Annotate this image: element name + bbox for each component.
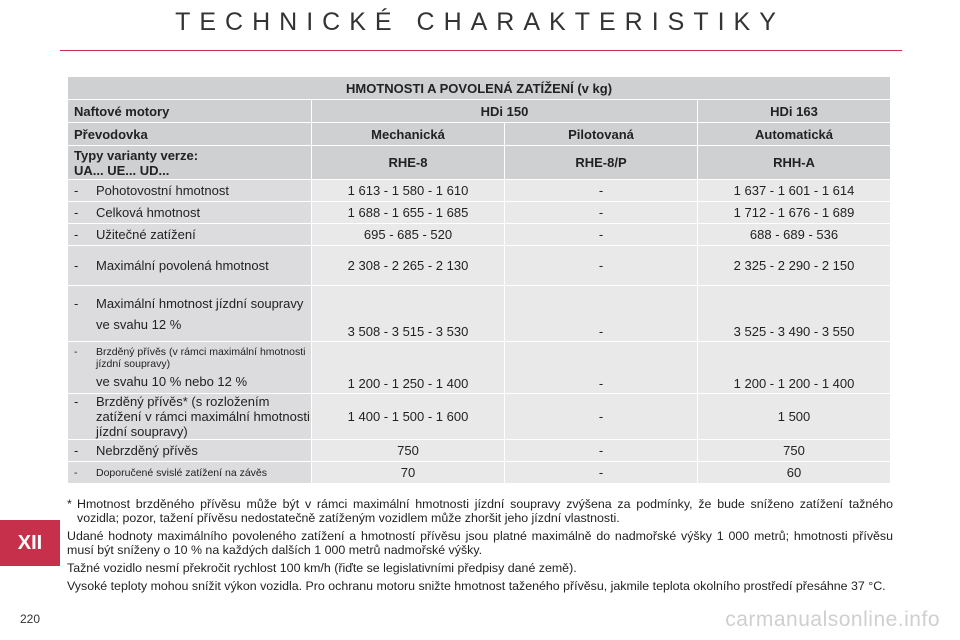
row-value-3: 1 500 — [698, 394, 891, 440]
row-sublabel: ve svahu 10 % nebo 12 % — [96, 374, 248, 389]
row-value-1: 1 400 - 1 500 - 1 600 — [312, 394, 505, 440]
row-dash: - — [74, 443, 79, 458]
table-row — [68, 342, 891, 394]
table-row — [68, 224, 891, 246]
table-caption: HMOTNOSTI A POVOLENÁ ZATÍŽENÍ (v kg) — [68, 77, 891, 100]
row-value-2: - — [505, 462, 698, 484]
gearbox-manual: Mechanická — [312, 123, 505, 146]
table-row — [68, 202, 891, 224]
row-value-1: 1 613 - 1 580 - 1 610 — [312, 180, 505, 202]
note-speed: Tažné vozidlo nesmí překročit rychlost 100 km/h (řiďte se legislativními předpisy dané země). — [67, 561, 577, 575]
row-value-3: 1 712 - 1 676 - 1 689 — [698, 202, 891, 224]
note-altitude: Udané hodnoty maximálního povoleného zatížení a hmotností přívěsu jsou platné maximálně do nadmořské výšky 1 000 metrů; hmotnosti přívěsu musí být sníženy o 10 % na každých dalších 1 000 metrů nadmořské výšky. — [67, 529, 893, 557]
row-value-2: - — [505, 286, 698, 342]
row-value-2: - — [505, 180, 698, 202]
table-row — [68, 462, 891, 484]
row-value-3: 688 - 689 - 536 — [698, 224, 891, 246]
row-dash: - — [74, 258, 79, 273]
row-dash: - — [74, 227, 79, 242]
page-number: 220 — [20, 612, 41, 626]
row-value-1: 1 200 - 1 250 - 1 400 — [312, 342, 505, 394]
variant-label-line2: UA... UE... UD... — [74, 162, 170, 178]
gearbox-label: Převodovka — [68, 123, 312, 146]
row-value-2: - — [505, 202, 698, 224]
row-dash: - — [74, 346, 78, 358]
row-dash: - — [74, 466, 78, 479]
variant-label — [68, 146, 312, 180]
row-label: Celková hmotnost — [96, 205, 201, 220]
footnote — [67, 497, 893, 525]
row-value-3: 1 637 - 1 601 - 1 614 — [698, 180, 891, 202]
row-value-3: 750 — [698, 440, 891, 462]
title-divider — [60, 50, 902, 51]
row-value-2: - — [505, 224, 698, 246]
variant-rhe8p: RHE-8/P — [505, 146, 698, 180]
row-value-1: 1 688 - 1 655 - 1 685 — [312, 202, 505, 224]
table-row — [68, 180, 891, 202]
row-value-1: 750 — [312, 440, 505, 462]
row-label: Brzděný přívěs* (s rozložením zatížení v rámci maximální hmotnosti jízdní soupravy) — [96, 394, 310, 439]
row-value-1: 3 508 - 3 515 - 3 530 — [312, 286, 505, 342]
row-value-1: 695 - 685 - 520 — [312, 224, 505, 246]
row-dash: - — [74, 205, 79, 220]
row-sublabel: ve svahu 12 % — [96, 316, 182, 332]
row-dash: - — [74, 295, 79, 311]
gearbox-piloted: Pilotovaná — [505, 123, 698, 146]
row-dash: - — [74, 183, 79, 198]
row-value-3: 3 525 - 3 490 - 3 550 — [698, 286, 891, 342]
table-row — [68, 246, 891, 286]
table-row — [68, 440, 891, 462]
variant-rhha: RHH-A — [698, 146, 891, 180]
footnote-text: Hmotnost brzděného přívěsu může být v rámci maximální hmotnosti jízdní soupravy zvýšena za podmínky, že bude sníženo zatížení tažného vozidla; pozor, tažení přívěsu nedostatečně zatíženým vozidlem může zhoršit jeho jízdní vlastnosti. — [77, 497, 893, 525]
row-label: Pohotovostní hmotnost — [96, 183, 229, 198]
engine-label: Naftové motory — [68, 100, 312, 123]
row-label: Brzděný přívěs (v rámci maximální hmotnosti jízdní soupravy) — [96, 346, 306, 370]
row-label: Maximální hmotnost jízdní soupravy — [96, 295, 304, 311]
row-value-2: - — [505, 342, 698, 394]
row-value-2: - — [505, 246, 698, 286]
footnote-star: * — [67, 497, 72, 511]
row-value-3: 1 200 - 1 200 - 1 400 — [698, 342, 891, 394]
row-label: Užitečné zatížení — [96, 227, 196, 242]
row-value-2: - — [505, 440, 698, 462]
variant-rhe8: RHE-8 — [312, 146, 505, 180]
gearbox-automatic: Automatická — [698, 123, 891, 146]
chapter-tab: XII — [0, 520, 60, 566]
table-row — [68, 286, 891, 342]
row-dash: - — [74, 394, 79, 409]
row-value-1: 2 308 - 2 265 - 2 130 — [312, 246, 505, 286]
weights-table — [67, 76, 891, 484]
watermark: carmanualsonline.info — [725, 608, 940, 631]
row-value-3: 2 325 - 2 290 - 2 150 — [698, 246, 891, 286]
page-title: TECHNICKÉ CHARAKTERISTIKY — [175, 8, 785, 36]
notes-section — [67, 497, 893, 597]
row-value-2: - — [505, 394, 698, 440]
row-label: Nebrzděný přívěs — [96, 443, 198, 458]
row-value-3: 60 — [698, 462, 891, 484]
row-label: Maximální povolená hmotnost — [96, 258, 269, 273]
variant-label-line1: Typy varianty verze: — [74, 147, 199, 163]
engine-hdi150: HDi 150 — [312, 100, 698, 123]
engine-hdi163: HDi 163 — [698, 100, 891, 123]
note-temperature: Vysoké teploty mohou snížit výkon vozidla. Pro ochranu motoru snižte hmotnost taženého přívěsu, jakmile teplota okolního prostředí přesáhne 37 °C. — [67, 579, 886, 593]
table-row — [68, 394, 891, 440]
row-value-1: 70 — [312, 462, 505, 484]
row-label: Doporučené svislé zatížení na závěs — [96, 466, 268, 479]
